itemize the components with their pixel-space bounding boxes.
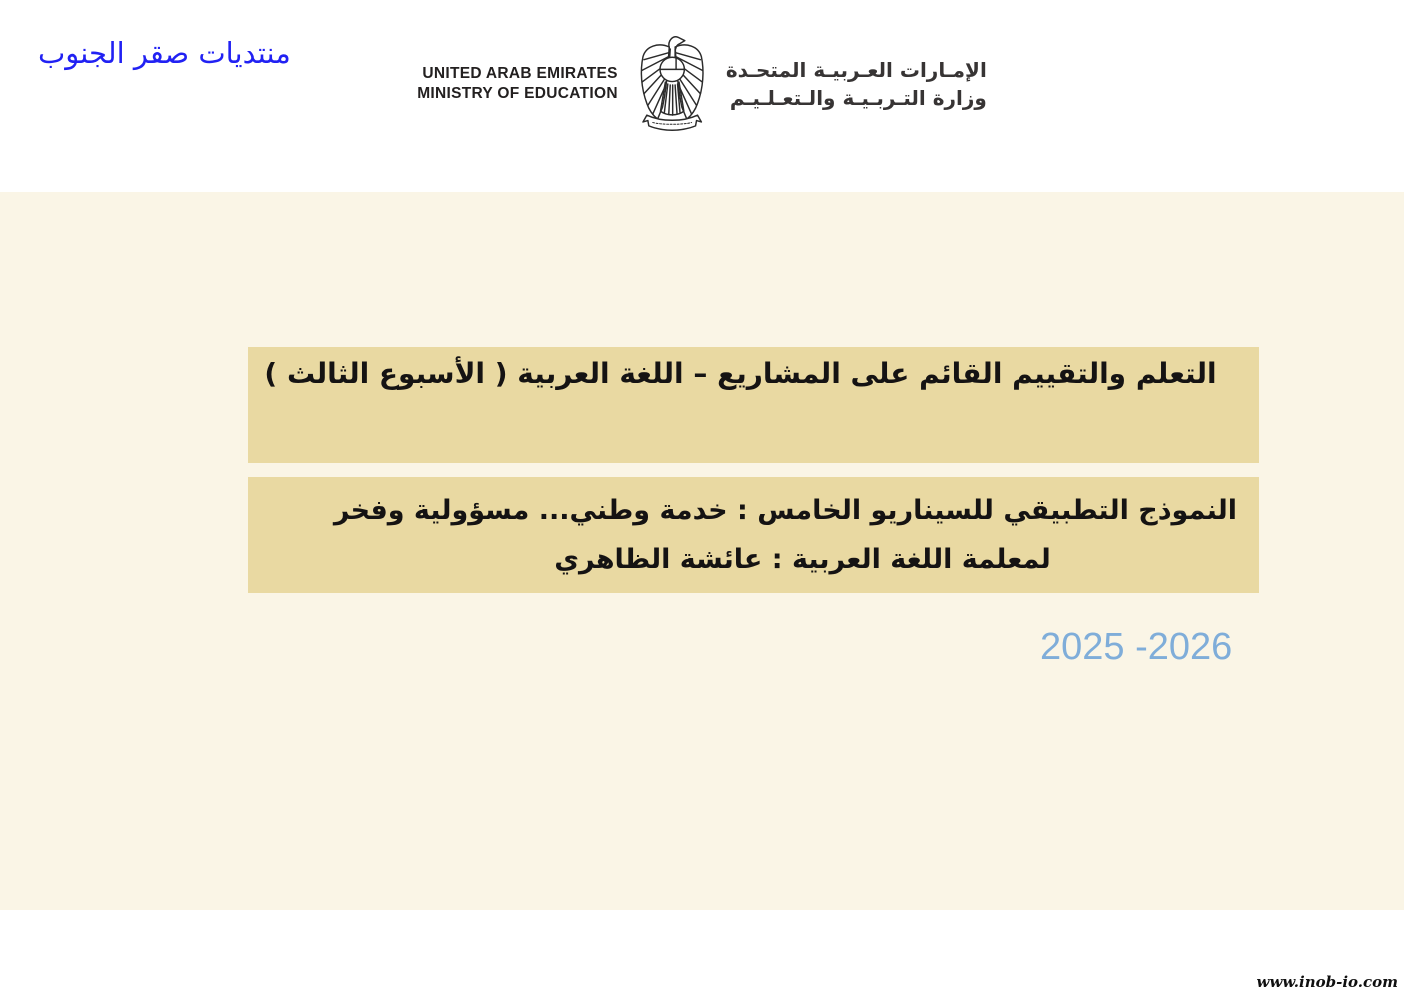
- subtitle-line1: النموذج التطبيقي للسيناريو الخامس : خدمة وطني... مسؤولية وفخر: [333, 494, 1237, 526]
- title-box: [248, 347, 1259, 463]
- ministry-en-line2: MINISTRY OF EDUCATION: [417, 85, 618, 102]
- ministry-name-arabic: [726, 56, 987, 112]
- ministry-ar-line2: وزارة التـربـيـة والـتعـلـيـم: [729, 86, 987, 110]
- ministry-name-english: [417, 64, 618, 104]
- document-body: [0, 192, 1404, 910]
- site-watermark: www.inob-io.com: [1256, 973, 1398, 991]
- document-title: التعلم والتقييم القائم على المشاريع – اللغة العربية ( الأسبوع الثالث ): [264, 357, 1217, 390]
- forum-watermark-text: منتديات صقر الجنوب: [38, 36, 291, 70]
- ministry-ar-line1: الإمـارات العـربيـة المتحـدة: [725, 58, 987, 82]
- subtitle-box: [248, 477, 1259, 593]
- academic-year: 2025 -2026: [1040, 626, 1233, 668]
- subtitle-line2: لمعلمة اللغة العربية : عائشة الظاهري: [554, 543, 1051, 575]
- uae-falcon-emblem-icon: [635, 33, 709, 135]
- ministry-en-line1: UNITED ARAB EMIRATES: [422, 65, 618, 82]
- ministry-logo-block: [417, 33, 987, 135]
